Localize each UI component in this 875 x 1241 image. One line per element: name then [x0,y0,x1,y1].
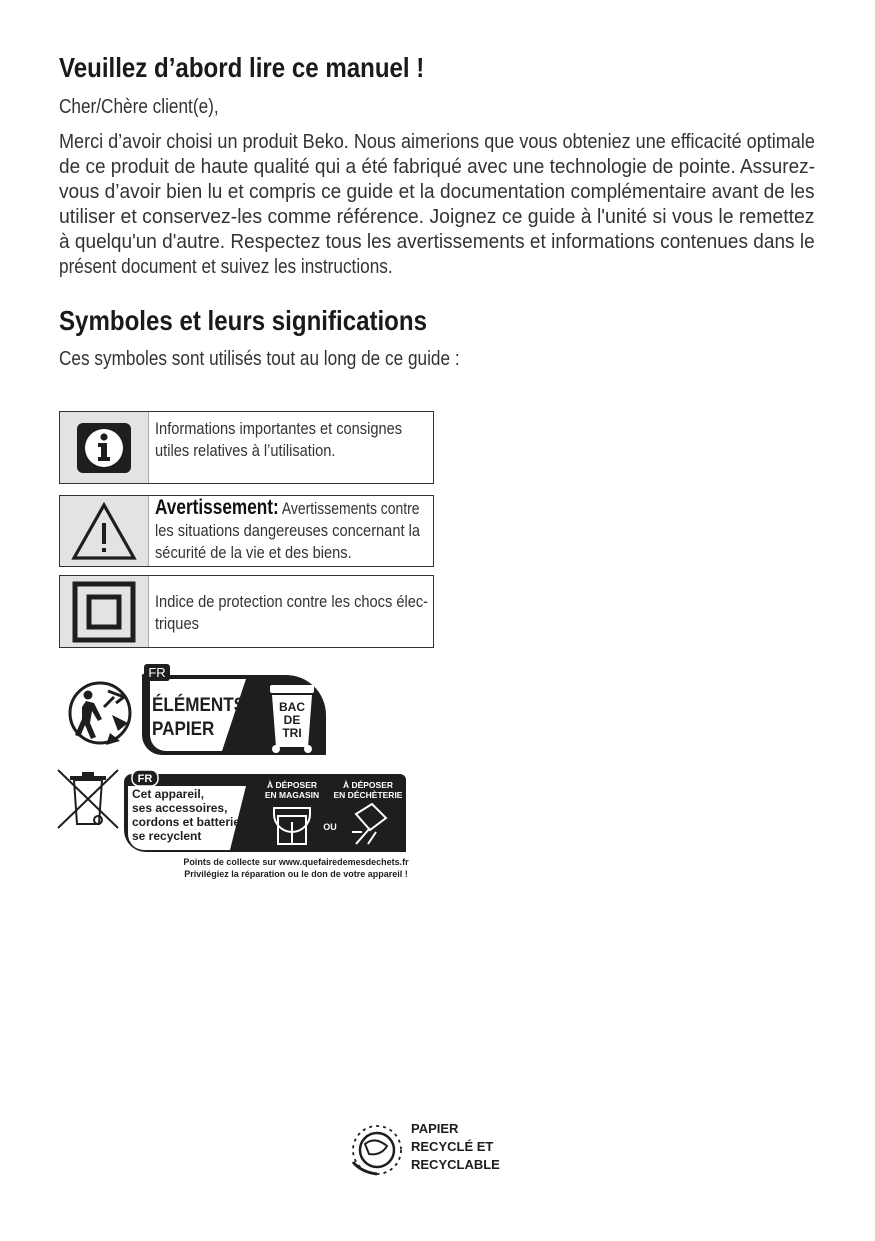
triman-title-1: ÉLÉMENTS [152,694,246,716]
intro-line: Merci d’avoir choisi un produit Beko. Nous aimerions que vous obteniez une efficacité optimale [59,131,815,153]
svg-text:cordons et batteries: cordons et batteries [132,815,247,829]
weee-country: FR [137,773,153,785]
svg-text:RECYCLABLE: RECYCLABLE [411,1157,500,1172]
double-square-icon [60,576,149,647]
greeting: Cher/Chère client(e), [59,96,219,118]
svg-text:DE: DE [283,713,301,727]
intro-line: vous d’avoir bien lu et compris ce guide et la documentation complémentaire avant de les [59,181,815,203]
svg-text:EN MAGASIN: EN MAGASIN [264,790,320,800]
recycled-paper-logo [347,1116,517,1180]
symbol-class2-box [59,575,434,648]
intro-line: de ce produit de haute qualité qui a été fabriqué avec une technologie de pointe. Assurez- [59,156,816,178]
crossed-bin-icon [58,770,118,828]
svg-text:Points de collecte sur www.que: Points de collecte sur www.quefairedemesdechets.fr [183,857,409,867]
svg-text:À DÉPOSER: À DÉPOSER [342,780,394,790]
svg-text:se recyclent: se recyclent [132,829,202,843]
class2-text: Indice de protection contre les chocs élec- triques [155,592,429,633]
recycling-bin-icon [270,685,314,753]
info-text: Informations importantes et consignes utiles relatives à l’utilisation. [155,419,403,460]
intro-line: à quelqu'un d'autre. Respectez tous les avertissements et informations contenues dans le [59,231,815,253]
symbols-intro: Ces symboles sont utilisés tout au long de ce guide : [59,348,460,370]
svg-text:OU: OU [323,822,337,832]
triman-title-2: PAPIER [152,718,215,740]
svg-text:TRI: TRI [282,726,302,740]
svg-text:RECYCLÉ ET: RECYCLÉ ET [411,1139,494,1154]
triman-icon [70,683,130,745]
intro-line: utiliser et conservez-les comme référence. Joignez ce guide à l'unité si vous le remettez [59,206,815,228]
warning-label: Avertissement: [155,496,279,519]
symbols-heading: Symboles et leurs significations [59,305,427,336]
svg-text:PAPIER: PAPIER [411,1121,459,1136]
svg-text:EN DÉCHÈTERIE: EN DÉCHÈTERIE [333,790,403,800]
svg-text:ses accessoires,: ses accessoires, [132,801,228,815]
svg-text:Cet appareil,: Cet appareil, [132,787,205,801]
warning-triangle-icon [60,496,149,566]
symbol-warning-box [59,495,434,567]
triman-paper-logo [62,661,334,761]
symbol-info-box [59,411,434,484]
triman-country: FR [148,665,166,680]
intro-paragraph [59,131,815,281]
warning-text: Avertissement: Avertissements contre les situations dangereuses concernant la sécurité de la vie et des biens. [155,496,420,562]
svg-text:À DÉPOSER: À DÉPOSER [266,780,318,790]
recycled-paper-icon [353,1126,401,1174]
svg-text:BAC: BAC [279,700,305,714]
page-title: Veuillez d’abord lire ce manuel ! [59,52,425,83]
intro-line: présent document et suivez les instructions. [59,256,393,278]
info-icon [60,412,149,483]
weee-recycling-logo [56,766,420,882]
svg-text:Privilégiez la réparation ou l: Privilégiez la réparation ou le don de votre appareil ! [184,869,408,879]
